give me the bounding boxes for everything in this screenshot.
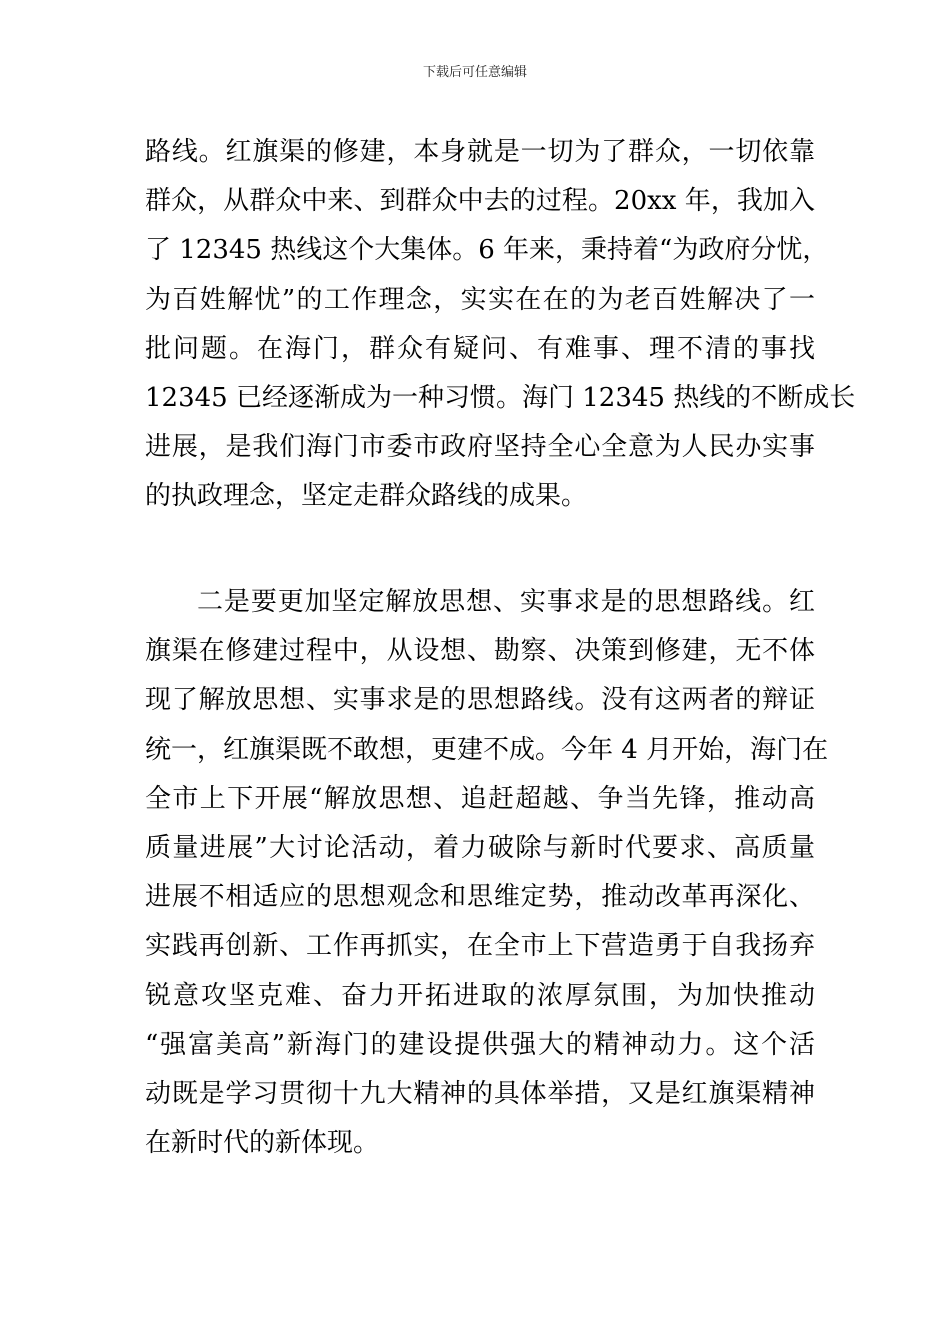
paragraph-line: 了 12345 热线这个大集体。6 年来，秉持着“为政府分忧， xyxy=(145,235,829,266)
paragraph-line: 12345 已经逐渐成为一种习惯。海门 12345 热线的不断成长 xyxy=(145,382,856,413)
paragraph-line: 现了解放思想、实事求是的思想路线。没有这两者的辩证 xyxy=(145,685,815,716)
paragraph-line: 在新时代的新体现。 xyxy=(145,1128,380,1159)
page-header-note: 下载后可任意编辑 xyxy=(422,65,527,80)
paragraph-line: 进展，是我们海门市委市政府坚持全心全意为人民办实事 xyxy=(145,432,815,463)
paragraph-line: “强富美高”新海门的建设提供强大的精神动力。这个活 xyxy=(145,1029,815,1060)
paragraph-line: 二是要更加坚定解放思想、实事求是的思想路线。红 xyxy=(197,587,815,617)
paragraph-1 xyxy=(145,128,856,522)
paragraph-line: 进展不相适应的思想观念和思维定势，推动改革再深化、 xyxy=(145,882,815,913)
paragraph-line: 全市上下开展“解放思想、追赶超越、争当先锋，推动高 xyxy=(145,783,815,814)
paragraph-line: 质量进展”大讨论活动，着力破除与新时代要求、高质量 xyxy=(145,832,815,863)
paragraph-line: 实践再创新、工作再抓实，在全市上下营造勇于自我扬弃 xyxy=(145,931,815,962)
paragraph-line: 统一，红旗渠既不敢想，更建不成。今年 4 月开始，海门在 xyxy=(145,734,829,765)
paragraph-line: 路线。红旗渠的修建，本身就是一切为了群众，一切依靠 xyxy=(145,137,815,167)
paragraph-line: 锐意攻坚克难、奋力开拓进取的浓厚氛围，为加快推动 xyxy=(145,980,815,1011)
paragraph-line: 旗渠在修建过程中，从设想、勘察、决策到修建，无不体 xyxy=(145,636,815,667)
paragraph-line: 的执政理念，坚定走群众路线的成果。 xyxy=(145,481,588,512)
paragraph-line: 批问题。在海门，群众有疑问、有难事、理不清的事找 xyxy=(145,333,815,364)
paragraph-2 xyxy=(145,578,829,1168)
paragraph-line: 动既是学习贯彻十九大精神的具体举措，又是红旗渠精神 xyxy=(145,1078,815,1109)
paragraph-line: 群众，从群众中来、到群众中去的过程。20xx 年，我加入 xyxy=(145,186,815,217)
paragraph-line: 为百姓解忧”的工作理念，实实在在的为老百姓解决了一 xyxy=(145,284,815,315)
